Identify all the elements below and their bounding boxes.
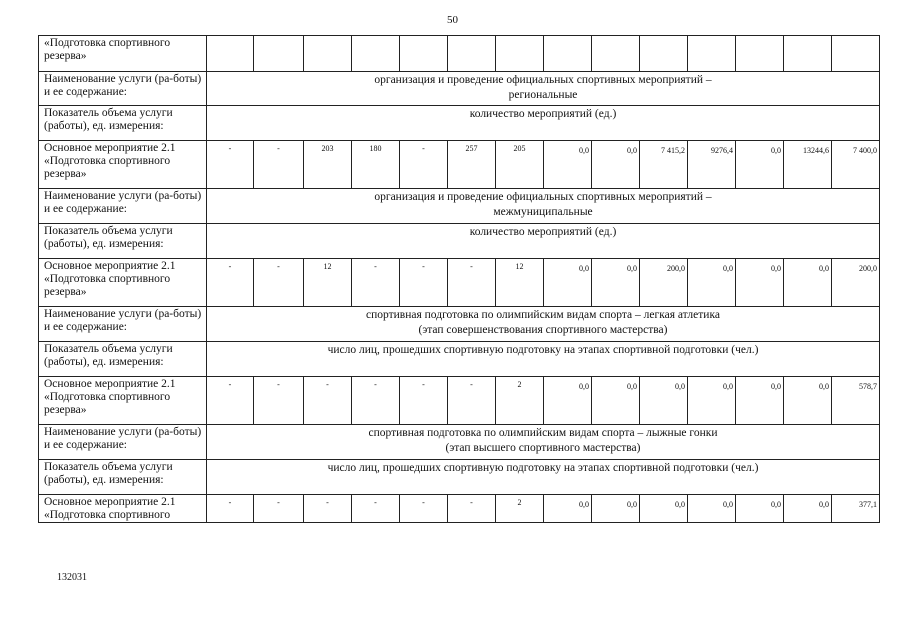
description-line: межмуниципальные xyxy=(493,206,593,218)
value-cell: - xyxy=(207,495,254,523)
row-label: Наименование услуги (ра-боты) и ее содержание: xyxy=(39,72,207,106)
row-label: Наименование услуги (ра-боты) и ее содержание: xyxy=(39,189,207,224)
value-cell: 0,0 xyxy=(784,495,832,523)
value-cell xyxy=(304,36,352,72)
value-cell: 0,0 xyxy=(688,495,736,523)
value-cell: 0,0 xyxy=(688,377,736,425)
value-cell: - xyxy=(400,141,448,189)
row-label: Наименование услуги (ра-боты) и ее содержание: xyxy=(39,307,207,342)
value-cell xyxy=(688,36,736,72)
row-label: Показатель объема услуги (работы), ед. измерения: xyxy=(39,342,207,377)
description-line: (этап совершенствования спортивного мастерства) xyxy=(418,324,668,336)
value-cell: - xyxy=(448,377,496,425)
value-cell: - xyxy=(400,495,448,523)
budget-table xyxy=(38,35,880,523)
value-cell xyxy=(544,36,592,72)
description-line: число лиц, прошедших спортивную подготовку на этапах спортивной подготовки (чел.) xyxy=(327,462,759,474)
value-cell xyxy=(352,36,400,72)
table-row xyxy=(39,342,880,377)
value-cell: 12 xyxy=(496,259,544,307)
row-label: Основное мероприятие 2.1 «Подготовка спортивного резерва» xyxy=(39,377,207,425)
value-cell xyxy=(254,36,304,72)
value-cell: 0,0 xyxy=(592,141,640,189)
table-row xyxy=(39,72,880,106)
description-line: число лиц, прошедших спортивную подготовку на этапах спортивной подготовки (чел.) xyxy=(327,344,759,356)
table-row xyxy=(39,106,880,141)
value-cell: - xyxy=(304,377,352,425)
table-row xyxy=(39,460,880,495)
value-cell: 0,0 xyxy=(592,259,640,307)
value-cell: 200,0 xyxy=(640,259,688,307)
value-cell: 0,0 xyxy=(736,141,784,189)
value-cell: 0,0 xyxy=(640,495,688,523)
value-cell xyxy=(207,36,254,72)
value-cell xyxy=(784,36,832,72)
table-row xyxy=(39,141,880,189)
value-cell: 0,0 xyxy=(784,259,832,307)
value-cell: - xyxy=(352,259,400,307)
value-cell xyxy=(736,36,784,72)
value-cell: 0,0 xyxy=(592,377,640,425)
value-cell: - xyxy=(254,141,304,189)
service-description xyxy=(207,307,880,342)
description-line: региональные xyxy=(508,89,578,101)
value-cell: - xyxy=(207,259,254,307)
service-description xyxy=(207,342,880,377)
value-cell: - xyxy=(254,495,304,523)
value-cell xyxy=(496,36,544,72)
value-cell: 7 400,0 xyxy=(832,141,880,189)
value-cell xyxy=(448,36,496,72)
row-label: Показатель объема услуги (работы), ед. измерения: xyxy=(39,224,207,259)
value-cell: 12 xyxy=(304,259,352,307)
service-description xyxy=(207,106,880,141)
service-description xyxy=(207,189,880,224)
row-label: Показатель объема услуги (работы), ед. измерения: xyxy=(39,106,207,141)
value-cell: - xyxy=(254,259,304,307)
value-cell: - xyxy=(207,377,254,425)
service-description xyxy=(207,460,880,495)
description-line: (этап высшего спортивного мастерства) xyxy=(445,442,641,454)
value-cell: 200,0 xyxy=(832,259,880,307)
description-line: количество мероприятий (ед.) xyxy=(469,108,617,120)
value-cell: 377,1 xyxy=(832,495,880,523)
value-cell: 205 xyxy=(496,141,544,189)
value-cell: 203 xyxy=(304,141,352,189)
value-cell: 2 xyxy=(496,495,544,523)
value-cell: - xyxy=(448,259,496,307)
value-cell: 0,0 xyxy=(736,377,784,425)
value-cell: 0,0 xyxy=(544,495,592,523)
table-row xyxy=(39,307,880,342)
value-cell: 257 xyxy=(448,141,496,189)
value-cell xyxy=(832,36,880,72)
value-cell: 0,0 xyxy=(544,377,592,425)
value-cell: 0,0 xyxy=(688,259,736,307)
value-cell: 578,7 xyxy=(832,377,880,425)
table-row xyxy=(39,495,880,523)
value-cell: 13244,6 xyxy=(784,141,832,189)
value-cell: - xyxy=(400,259,448,307)
value-cell: 0,0 xyxy=(640,377,688,425)
description-line: количество мероприятий (ед.) xyxy=(469,226,617,238)
table-row xyxy=(39,189,880,224)
value-cell: 2 xyxy=(496,377,544,425)
value-cell: - xyxy=(400,377,448,425)
table-row xyxy=(39,377,880,425)
row-label: Наименование услуги (ра-боты) и ее содержание: xyxy=(39,425,207,460)
value-cell: 0,0 xyxy=(592,495,640,523)
table-body xyxy=(39,36,880,523)
row-label: Основное мероприятие 2.1 «Подготовка спортивного резерва» xyxy=(39,141,207,189)
value-cell: - xyxy=(207,141,254,189)
description-line: спортивная подготовка по олимпийским видам спорта – легкая атлетика xyxy=(366,309,720,321)
row-label: Основное мероприятие 2.1 «Подготовка спортивного xyxy=(39,495,207,523)
table-row xyxy=(39,425,880,460)
description-line: организация и проведение официальных спортивных мероприятий – xyxy=(374,74,712,86)
value-cell: - xyxy=(304,495,352,523)
value-cell xyxy=(592,36,640,72)
service-description xyxy=(207,425,880,460)
value-cell xyxy=(400,36,448,72)
description-line: организация и проведение официальных спортивных мероприятий – xyxy=(374,191,712,203)
value-cell: - xyxy=(352,377,400,425)
table-row xyxy=(39,224,880,259)
value-cell: 180 xyxy=(352,141,400,189)
value-cell: 9276,4 xyxy=(688,141,736,189)
table-row xyxy=(39,259,880,307)
value-cell: 7 415,2 xyxy=(640,141,688,189)
row-label: «Подготовка спортивного резерва» xyxy=(39,36,207,72)
service-description xyxy=(207,72,880,106)
value-cell: 0,0 xyxy=(736,259,784,307)
row-label: Показатель объема услуги (работы), ед. измерения: xyxy=(39,460,207,495)
value-cell: 0,0 xyxy=(544,259,592,307)
value-cell: 0,0 xyxy=(544,141,592,189)
description-line: спортивная подготовка по олимпийским видам спорта – лыжные гонки xyxy=(368,427,718,439)
table-row xyxy=(39,36,880,72)
value-cell: - xyxy=(254,377,304,425)
row-label: Основное мероприятие 2.1 «Подготовка спортивного резерва» xyxy=(39,259,207,307)
value-cell xyxy=(640,36,688,72)
value-cell: 0,0 xyxy=(736,495,784,523)
service-description xyxy=(207,224,880,259)
value-cell: - xyxy=(352,495,400,523)
page-number: 50 xyxy=(447,14,458,26)
footer-code: 132031 xyxy=(57,572,87,583)
value-cell: 0,0 xyxy=(784,377,832,425)
value-cell: - xyxy=(448,495,496,523)
